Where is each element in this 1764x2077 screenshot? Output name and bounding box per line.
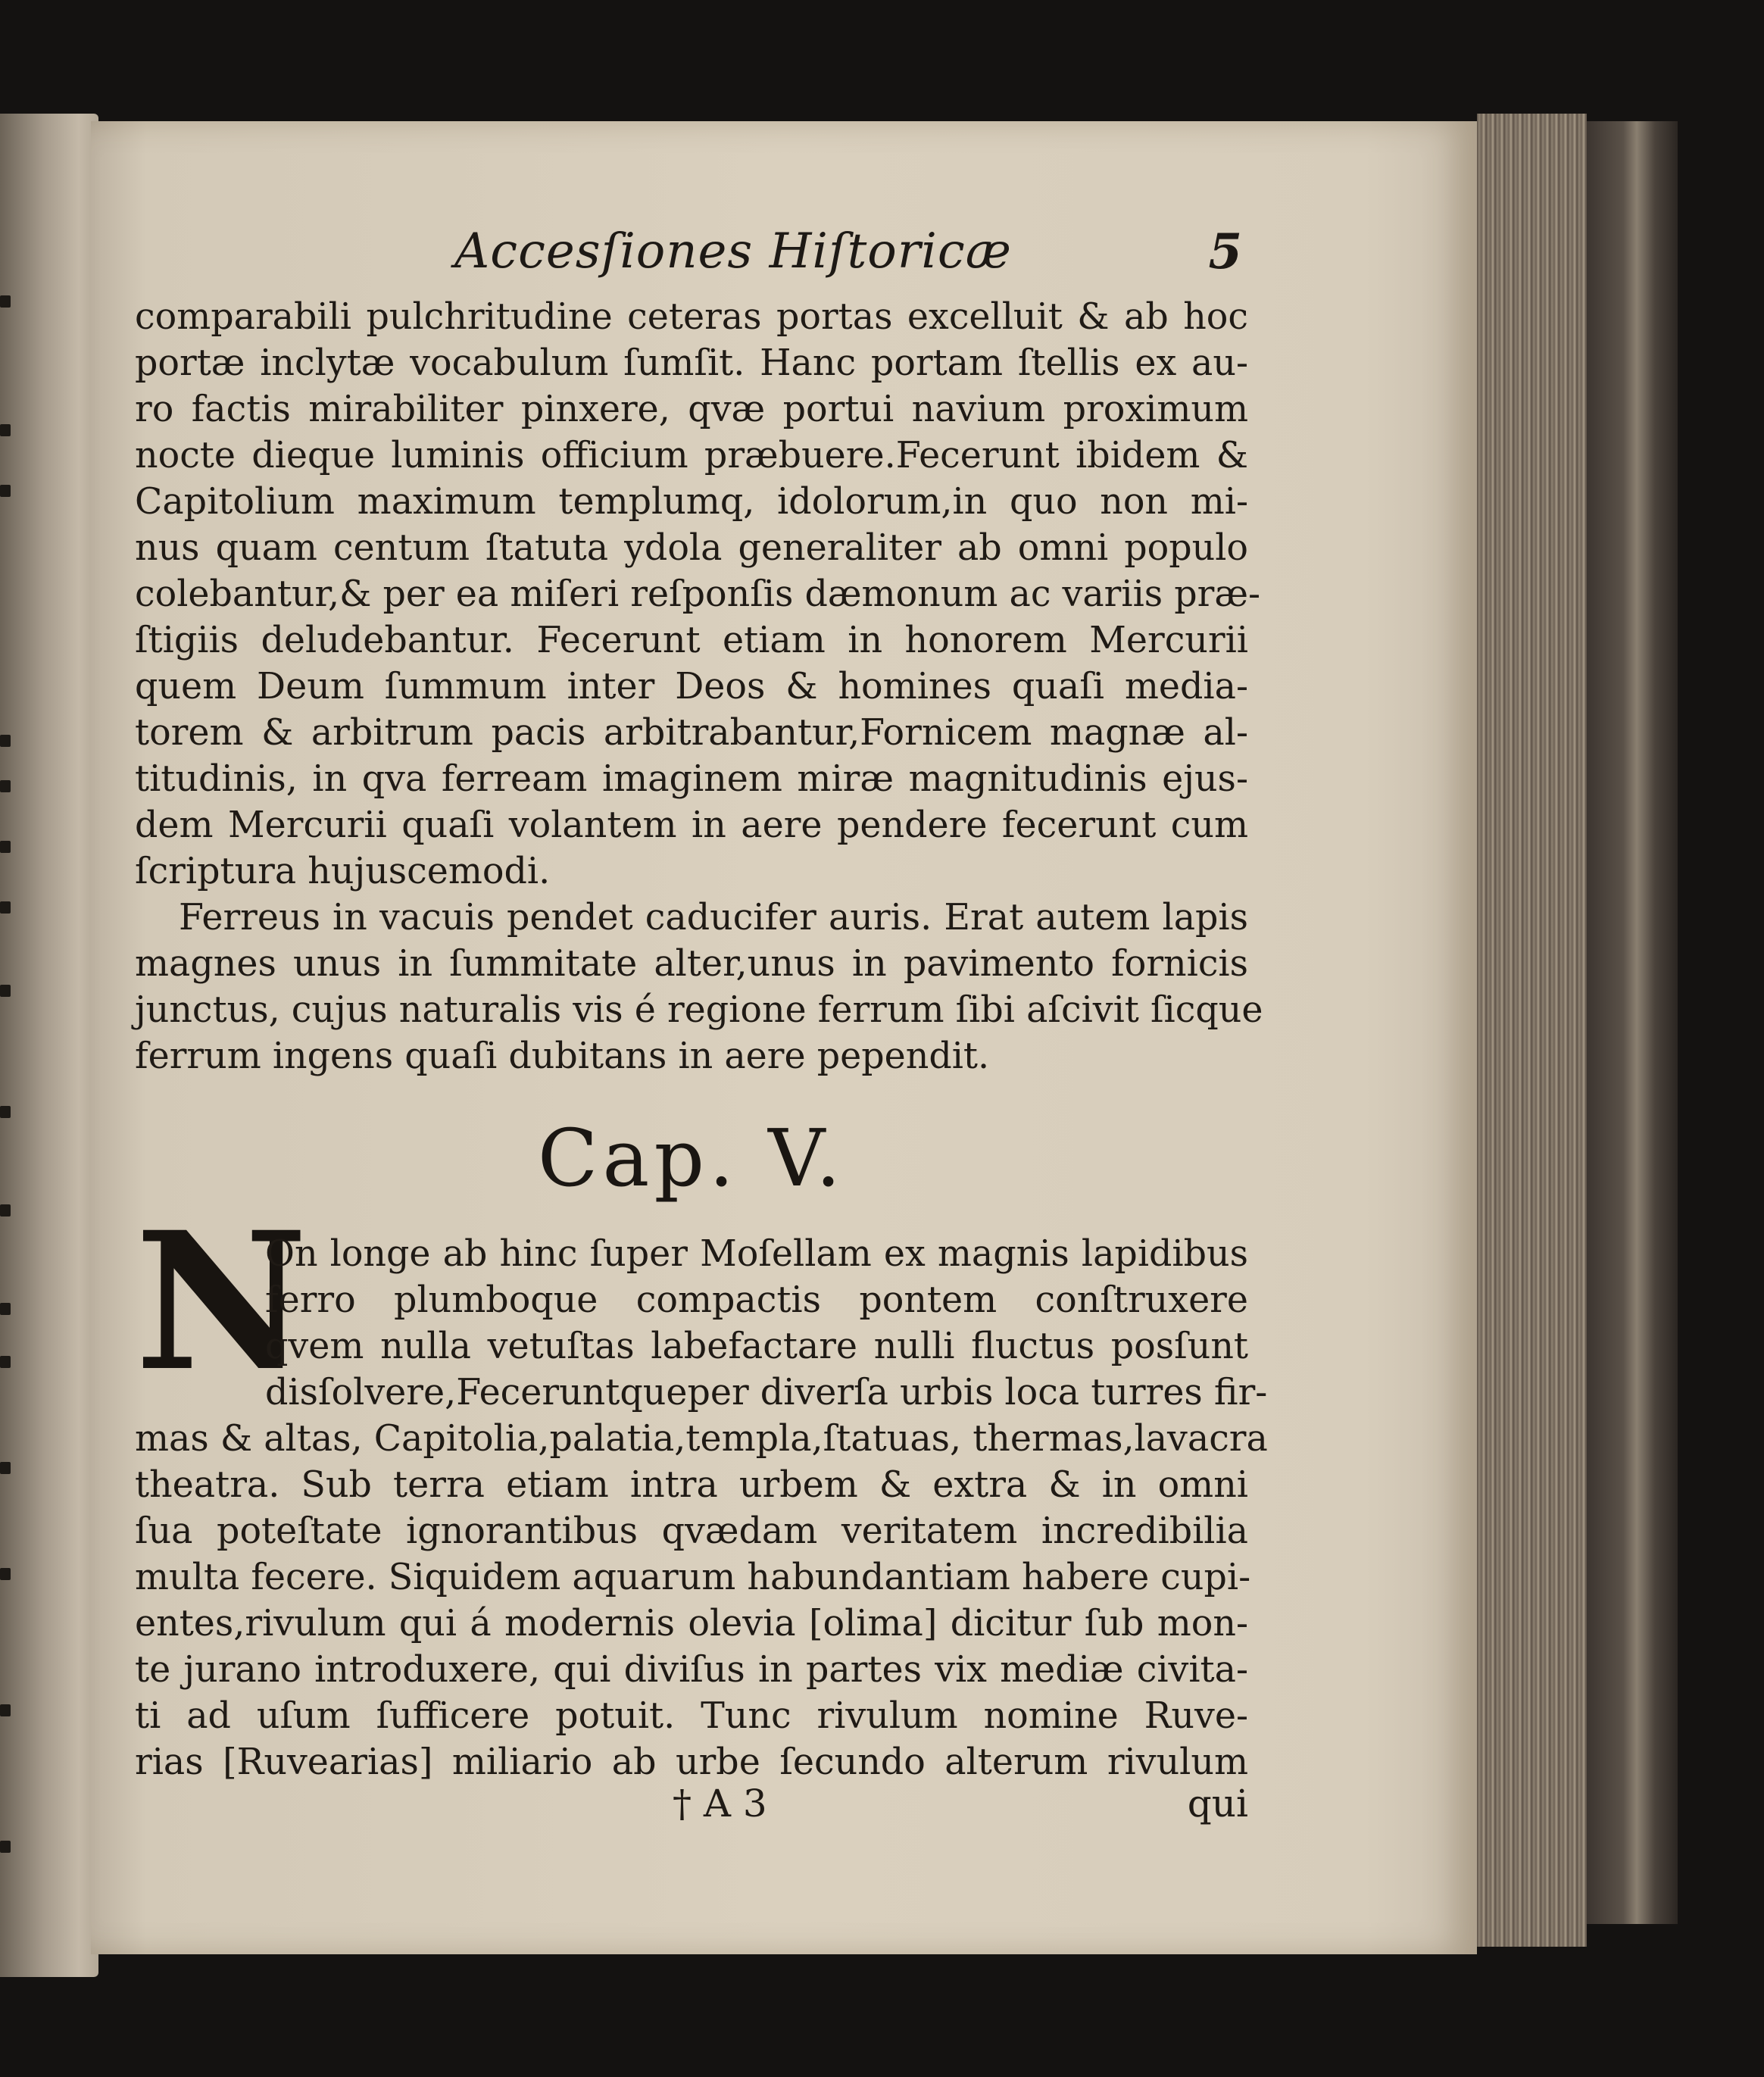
ink-mark — [0, 735, 11, 747]
ink-mark — [0, 485, 11, 497]
text-line: comparabili pulchritudine ceteras portas excelluit & ab hoc — [135, 296, 1248, 338]
text-line: ſtigiis deludebantur. Fecerunt etiam in honorem Mercurii — [135, 620, 1248, 661]
text-line: te jurano introduxere, qui diviſus in partes vix mediæ civita- — [135, 1649, 1248, 1691]
text-line: torem & arbitrum pacis arbitrabantur,Fornicem magnæ al- — [135, 712, 1248, 754]
text-line: disſolvere,Feceruntqueper diverſa urbis loca turres fir- — [265, 1372, 1268, 1413]
ink-mark — [0, 841, 11, 853]
running-header — [136, 223, 1242, 292]
text-line: ſua poteſtate ignorantibus qvædam veritatem incredibilia — [135, 1510, 1248, 1552]
paragraph-1 — [135, 294, 1263, 1079]
paragraph-3 — [135, 1416, 1268, 1785]
text-line: magnes unus in ſummitate alter,unus in pavimento fornicis — [135, 943, 1248, 985]
text-line: colebantur,& per ea miſeri reſponſis dæmonum ac variis præ- — [135, 573, 1261, 615]
paragraph-3-opening — [265, 1231, 1268, 1416]
ink-mark — [0, 424, 11, 436]
page-block-edge — [1477, 114, 1587, 1947]
ink-mark — [0, 901, 11, 914]
ink-mark — [0, 780, 11, 792]
book-binding — [1587, 121, 1678, 1924]
text-line: qvem nulla vetuſtas labefactare nulli fluctus posſunt — [265, 1326, 1248, 1367]
ink-mark — [0, 1303, 11, 1315]
text-line: nocte dieque luminis officium præbuere.Fecerunt ibidem & — [135, 435, 1248, 476]
signature-mark: † A 3 — [673, 1782, 767, 1826]
text-line: ferrum ingens quaſi dubitans in aere pependit. — [135, 1035, 990, 1077]
drop-cap: N — [135, 1190, 308, 1413]
text-line: On longe ab hinc ſuper Moſellam ex magnis lapidibus — [265, 1233, 1248, 1275]
catchword: qui — [1187, 1782, 1248, 1826]
text-line: rias [Ruvearias] miliario ab urbe ſecundo alterum rivulum — [135, 1741, 1248, 1783]
chapter-heading: Cap. V. — [537, 1112, 846, 1204]
text-line: dem Mercurii quaſi volantem in aere pendere fecerunt cum — [135, 804, 1248, 846]
page-footer — [135, 1782, 1248, 1831]
text-line: nus quam centum ſtatuta ydola generaliter ab omni populo — [135, 527, 1248, 569]
text-line: quem Deum ſummum inter Deos & homines quaſi media- — [135, 666, 1248, 707]
ink-mark — [0, 1106, 11, 1118]
ink-mark — [0, 295, 11, 308]
text-line: ſcriptura hujuscemodi. — [135, 851, 551, 892]
ink-mark — [0, 1704, 11, 1716]
facing-page-edge — [0, 114, 98, 1977]
text-line: Capitolium maximum templumq, idolorum,in quo non mi- — [135, 481, 1248, 523]
text-line: ferro plumboque compactis pontem conſtruxere — [265, 1279, 1248, 1321]
text-line: Ferreus in vacuis pendet caducifer auris. Erat autem lapis — [179, 897, 1248, 939]
ink-mark — [0, 985, 11, 997]
page-number: 5 — [1208, 223, 1242, 280]
text-line: portæ inclytæ vocabulum ſumſit. Hanc portam ſtellis ex au- — [135, 342, 1248, 384]
header-title: Accesſiones Hiſtoricæ — [454, 223, 1012, 280]
ink-mark — [0, 1462, 11, 1474]
text-line: junctus, cujus naturalis vis é regione ferrum ſibi aſcivit ſicque — [135, 989, 1263, 1031]
ink-mark — [0, 1204, 11, 1217]
text-line: entes,rivulum qui á modernis olevia [olima] dicitur ſub mon- — [135, 1603, 1248, 1644]
text-line: mas & altas, Capitolia,palatia,templa,ſtatuas, thermas,lavacra — [135, 1418, 1268, 1460]
text-line: theatra. Sub terra etiam intra urbem & extra & in omni — [135, 1464, 1248, 1506]
text-line: titudinis, in qva ferream imaginem miræ magnitudinis ejus- — [135, 758, 1248, 800]
ink-mark — [0, 1841, 11, 1853]
ink-mark — [0, 1568, 11, 1580]
ink-mark — [0, 1356, 11, 1368]
text-line: ro factis mirabiliter pinxere, qvæ portui navium proximum — [135, 389, 1248, 430]
text-line: multa fecere. Siquidem aquarum habundantiam habere cupi- — [135, 1557, 1251, 1598]
text-line: ti ad uſum ſufficere potuit. Tunc rivulum nomine Ruve- — [135, 1695, 1248, 1737]
